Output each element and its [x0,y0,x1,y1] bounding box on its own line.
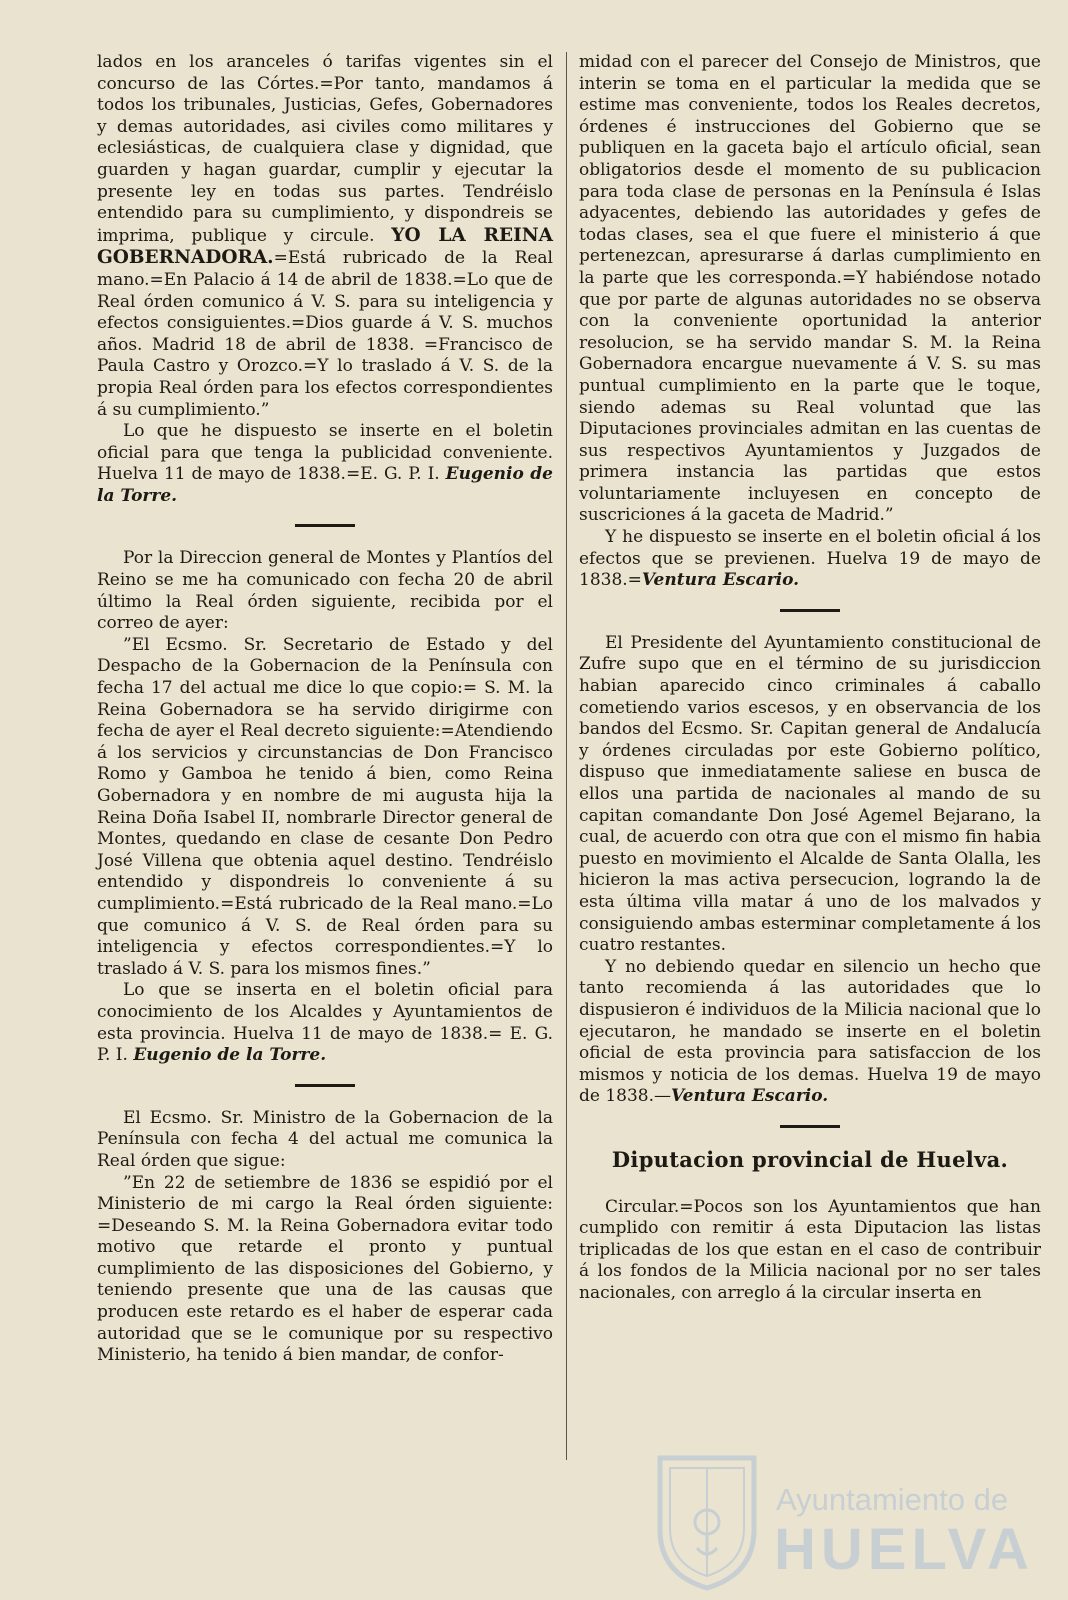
section-divider [295,524,355,527]
section-divider [780,1125,840,1128]
right-column [579,52,1041,1304]
watermark [652,1452,1034,1592]
watermark-line1: Ayuntamiento de [776,1482,1009,1517]
paragraph: El Ecsmo. Sr. Ministro de la Gobernacion de la Península con fecha 4 del actual me comunica la Real órden que sigue: [97,1107,553,1171]
paragraph: Circular.=Pocos son los Ayuntamientos que han cumplido con remitir á esta Diputacion las listas triplicadas de los que estan en el caso de contribuir á los fondos de la Milicia nacional por no ser tales nacionales, con arreglo á la circular inserta en [579,1196,1041,1303]
paragraph: Lo que se inserta en el boletin oficial para conocimiento de los Alcaldes y Ayuntamientos de esta provincia. Huelva 11 de mayo de 1838.= E. G. P. I. Eugenio de la Torre. [97,980,553,1066]
watermark-line2: HUELVA [774,1517,1034,1582]
signature: Ventura Escario. [641,570,800,591]
column-rule [566,52,567,1460]
paragraph: ”En 22 de setiembre de 1836 se espidió por el Ministerio de mi cargo la Real órden siguiente: =Deseando S. M. la Reina Gobernadora evitar todo motivo que retarde el pronto y puntual cumplimiento de las disposiciones del Gobierno, y teniendo presente que una de las causas que producen este retardo es el haber de esperar cada autoridad que se le comunique por su respectivo Ministerio, ha tenido á bien mandar, de confor- [97,1172,553,1366]
paragraph: Lo que he dispuesto se inserte en el boletin oficial para que tenga la publicidad conveniente. Huelva 11 de mayo de 1838.=E. G. P. I. Eugenio de la Torre. [97,421,553,506]
signature: Ventura Escario. [671,1086,829,1107]
royal-signature: YO LA REINA GOBERNADORA. [97,224,553,269]
paragraph: El Presidente del Ayuntamiento constitucional de Zufre supo que en el término de su jurisdiccion habian aparecido cinco criminales á caballo cometiendo varios escesos, y en observancia de los bandos del Ecsmo. Sr. Capitan general de Andalucía y órdenes circuladas por este Gobierno político, dispuso que inmediatamente saliese en busca de ellos una partida de nacionales al mando de su capitan comandante Don José Agemel Bejarano, la cual, de acuerdo con otra que con el mismo fin habia puesto en movimiento el Alcalde de Santa Olalla, les hicieron la mas activa persecucion, logrando la de esta última villa matar á uno de los malvados y consiguiendo ambas esterminar completamente á los cuatro restantes. [579,632,1041,956]
left-column [97,52,553,1367]
paragraph: lados en los aranceles ó tarifas vigentes sin el concurso de las Córtes.=Por tanto, mandamos á todos los tribunales, Justicias, Gefes, Gobernadores y demas autoridades, asi civiles como militares y eclesiásticas, de cualquiera clase y dignidad, que guarden y hagan guardar, cumplir y ejecutar la presente ley en todas sus partes. Tendréislo entendido para su cumplimiento, y dispondreis se imprima, publique y circule. YO LA REINA GOBERNADORA.=Está rubricado de la Real mano.=En Palacio á 14 de abril de 1838.=Lo que de Real órden comunico á V. S. para su inteligencia y efectos consiguientes.=Dios guarde á V. S. muchos años. Madrid 18 de abril de 1838. =Francisco de Paula Castro y Orozco.=Y lo traslado á V. S. de la propia Real órden para los efectos correspondientes á su cumplimiento.” [97,52,553,420]
section-divider [780,609,840,612]
coat-of-arms-icon [652,1452,762,1592]
signature: Eugenio de la Torre. [133,1045,327,1066]
paragraph: midad con el parecer del Consejo de Ministros, que interin se toma en el particular la medida que se estime mas conveniente, todos los Reales decretos, órdenes é instrucciones del Gobierno que se publiquen en la gaceta bajo el artículo oficial, sean obligatorios desde el momento de su publicacion para toda clase de personas en la Península é Islas adyacentes, debiendo las autoridades y gefes de todas clases, sea el que fuere el ministerio á que pertenezcan, apresurarse á darlas cumplimiento en la parte que les corresponda.=Y habiéndose notado que por parte de algunas autoridades no se observa con la conveniente oportunidad la anterior resolucion, se ha servido mandar S. M. la Reina Gobernadora encargue nuevamente á V. S. su mas puntual cumplimiento en la parte que le toque, siendo ademas su Real voluntad que las Diputaciones provinciales admitan en las cuentas de sus respectivos Ayuntamientos y Juzgados de primera instancia las partidas que estos voluntariamente incluyesen en concepto de suscriciones á la gaceta de Madrid.” [579,52,1041,526]
paragraph: ”El Ecsmo. Sr. Secretario de Estado y del Despacho de la Gobernacion de la Península con fecha 17 del actual me dice lo que copio:= S. M. la Reina Gobernadora se ha servido dirigirme con fecha de ayer el Real decreto siguiente:=Atendiendo á los servicios y circunstancias de Don Francisco Romo y Gamboa he tenido á bien, como Reina Gobernadora y en nombre de mi augusta hija la Reina Doña Isabel II, nombrarle Director general de Montes, quedando en clase de cesante Don Pedro José Villena que obtenia aquel destino. Tendréislo entendido y dispondreis lo conveniente á su cumplimiento.=Está rubricado de la Real mano.=Lo que comunico á V. S. de Real órden para su inteligencia y efectos correspondientes.=Y lo traslado á V. S. para los mismos fines.” [97,634,553,979]
section-title: Diputacion provincial de Huelva. [611,1146,1009,1172]
paragraph: Y he dispuesto se inserte en el boletin oficial á los efectos que se previenen. Huelva 19 de mayo de 1838.=Ventura Escario. [579,527,1041,591]
section-divider [295,1084,355,1087]
paragraph: Por la Direccion general de Montes y Plantíos del Reino se me ha comunicado con fecha 20 de abril último la Real órden siguiente, recibida por el correo de ayer: [97,548,553,634]
signature: Eugenio de la Torre. [97,464,553,506]
paragraph: Y no debiendo quedar en silencio un hecho que tanto recomienda á las autoridades que lo dispusieron é individuos de la Milicia nacional que lo ejecutaron, he mandado se inserte en el boletin oficial de esta provincia para satisfaccion de los mismos y noticia de los demas. Huelva 19 de mayo de 1838.—Ventura Escario. [579,956,1041,1107]
